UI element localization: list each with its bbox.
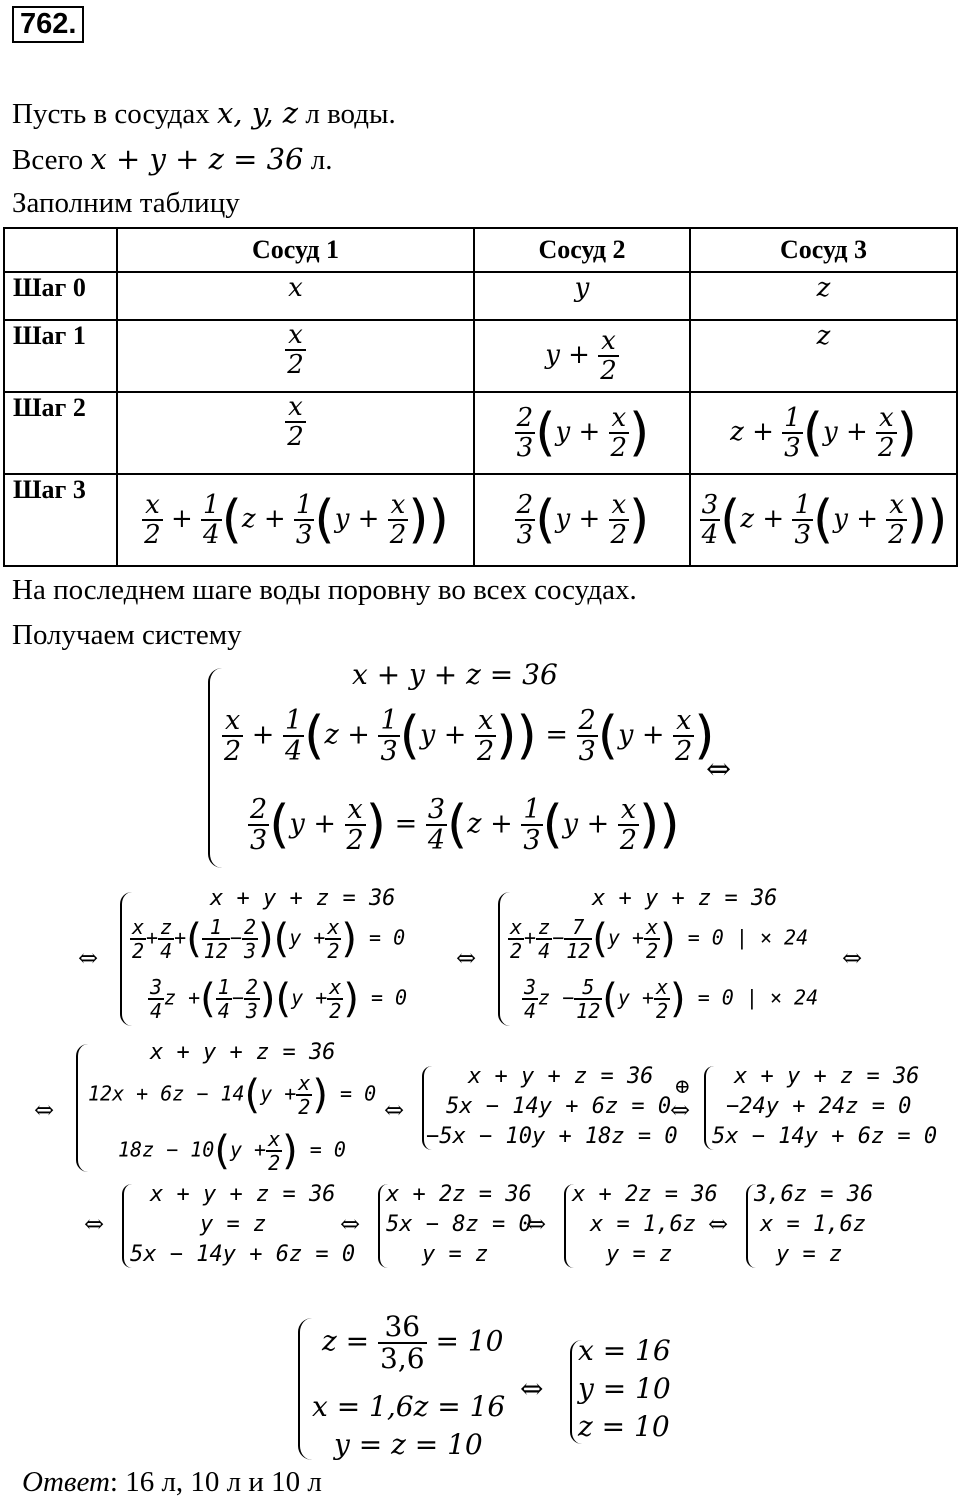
z-result: = 10 — [435, 1324, 504, 1358]
cell-step0-v1: x — [117, 272, 474, 320]
cell-step3-v1: $\frac{x}{2}$ + $\frac{1}{4}$ (z + $\frac{1}{3}$ (y + $\frac{x}{2}$ )) — [117, 474, 474, 566]
rowC-s2-eq3: y = z — [422, 1242, 489, 1267]
intro-text: Пусть в сосудах — [12, 98, 218, 130]
rowA-s1-eq2-rhs: = 0 — [369, 925, 406, 950]
cell-step2-v3: z + $\frac{1}{3}$ (y + $\frac{x}{2}$ ) — [690, 392, 957, 474]
equiv-symbol: ⇔ — [708, 1210, 729, 1238]
rowB-s2-eq2: 5x − 14y + 6z = 0 — [446, 1094, 672, 1119]
cell-step0-v3: z — [690, 272, 957, 320]
cell-step1-v3: z — [690, 320, 957, 392]
rowB-s3-eq2: −24y + 24z = 0 — [726, 1094, 912, 1119]
rowC-s1-eq3: 5x − 14y + 6z = 0 — [130, 1242, 356, 1267]
after-table-line-2: Получаем систему — [12, 619, 242, 651]
problem-number: 762. — [12, 6, 84, 43]
table-header-row — [4, 228, 957, 272]
rowA-s2-eq2: $\frac{x}{2}$ + $\frac{z}{4}$ − $\frac{7}{12}$ (y + $\frac{x}{2}$ ) = 0 | × 24 — [510, 915, 809, 963]
system1-eq3: $\frac{2}{3}$ (y + $\frac{x}{2}$ ) = $\frac{3}{4}$ (z + $\frac{1}{3}$ (y + $\frac{x}{2}$ )) — [250, 794, 680, 856]
intro-vars: x, y, z — [217, 96, 299, 130]
cell-step1-v1: $\frac{x}{2}$ — [117, 320, 474, 392]
equiv-symbol: ⇔ — [84, 1210, 105, 1238]
system1-eq2: $\frac{x}{2}$ + $\frac{1}{4}$ (z + $\frac{1}{3}$ (y + $\frac{x}{2}$ )) = $\frac{2}{3}$ (y + $\frac{x}{2}$ ) — [224, 705, 715, 767]
cell-step2-v1: $\frac{x}{2}$ — [117, 392, 474, 474]
cell-step1-v2: y + $\frac{x}{2}$ — [474, 320, 690, 392]
table-header-empty — [4, 228, 117, 272]
rowA-s2-eq1: x + y + z = 36 — [592, 886, 778, 911]
equiv-symbol: ⇔ — [706, 752, 732, 787]
intro-line-2 — [12, 142, 332, 177]
intro-line-1 — [12, 96, 396, 131]
rowC-s4-eq1: 3,6z = 36 — [754, 1182, 874, 1207]
rowB-s1-eq2-lhs: 12x + 6z − 14 — [88, 1081, 245, 1106]
system1-eq1: x + y + z = 36 — [352, 658, 558, 691]
table-header-vessel-3: Сосуд 3 — [690, 228, 957, 272]
row-label: Шаг 1 — [4, 320, 117, 392]
system-brace — [208, 668, 224, 868]
intro-text-suffix: л воды. — [298, 98, 396, 130]
rowC-s2-eq1: x + 2z = 36 — [386, 1182, 532, 1207]
rowB-s1-eq2: 12x + 6z − 14(y + $\frac{x}{2}$ ) = 0 — [88, 1071, 377, 1119]
row-label: Шаг 3 — [4, 474, 117, 566]
rowC-s4-eq3: y = z — [776, 1242, 843, 1267]
rowC-s3-eq2: x = 1,6z — [590, 1212, 696, 1237]
intro-text-suffix: л. — [303, 144, 333, 176]
result-x: x = 16 — [578, 1334, 671, 1367]
rowA-s1-eq3-rhs: = 0 — [370, 985, 408, 1010]
table-header-vessel-2: Сосуд 2 — [474, 228, 690, 272]
row-label: Шаг 0 — [4, 272, 117, 320]
equiv-symbol: ⇔ — [520, 1372, 544, 1405]
steps-table — [3, 227, 958, 567]
rowA-s2-eq3: $\frac{3}{4}$ z − $\frac{5}{12}$ (y + $\frac{x}{2}$ ) = 0 | × 24 — [524, 975, 819, 1023]
rowA-s1-eq2: $\frac{x}{2}$ + $\frac{z}{4}$ +( $\frac{1}{12}$ − $\frac{2}{3}$ )(y + $\frac{x}{2}$ ) = 0 — [132, 915, 406, 963]
z-denominator: 3,6 — [380, 1342, 425, 1375]
cell-step2-v2: $\frac{2}{3}$ (y + $\frac{x}{2}$ ) — [474, 392, 690, 474]
intro-line-3: Заполним таблицу — [12, 187, 240, 219]
result-z: z = 10 — [578, 1410, 670, 1443]
final-y-line: y = z = 10 — [334, 1428, 483, 1461]
equiv-symbol: ⇔ — [842, 944, 863, 972]
intro-text: Всего — [12, 144, 91, 176]
oplus-symbol: ⊕ — [674, 1074, 691, 1098]
after-table-line-1: На последнем шаге воды поровну во всех сосудах. — [12, 574, 637, 606]
result-y: y = 10 — [578, 1372, 671, 1405]
rowB-s1-eq3-lhs: 18z − 10 — [118, 1137, 215, 1162]
rowB-s2-eq1: x + y + z = 36 — [468, 1064, 654, 1089]
rowB-s3-eq1: x + y + z = 36 — [734, 1064, 920, 1089]
rowC-s3-eq3: y = z — [606, 1242, 673, 1267]
table-row — [4, 320, 957, 392]
equiv-symbol: ⇔ — [34, 1096, 55, 1124]
rowA-s2-eq3-rhs: = 0 | × 24 — [697, 985, 819, 1010]
equiv-symbol: ⇔ — [340, 1210, 361, 1238]
rowC-s2-eq2: 5x − 8z = 0 — [386, 1212, 532, 1237]
table-row — [4, 474, 957, 566]
final-z-line: z = $\frac{36}{3,6}$ = 10 — [322, 1310, 504, 1375]
row-label: Шаг 2 — [4, 392, 117, 474]
final-x-line: x = 1,6z = 16 — [312, 1390, 506, 1423]
rowB-s1-eq2-rhs: = 0 — [339, 1081, 377, 1106]
system-brace — [298, 1318, 314, 1460]
answer-line — [22, 1466, 322, 1499]
rowB-s2-eq3: −5x − 10y + 18z = 0 — [426, 1124, 678, 1149]
rowA-s1-eq1: x + y + z = 36 — [210, 886, 396, 911]
system-brace — [76, 1044, 88, 1172]
cell-step3-v3: $\frac{3}{4}$ (z + $\frac{1}{3}$ (y + $\frac{x}{2}$ )) — [690, 474, 957, 566]
equiv-symbol: ⇔ — [384, 1096, 405, 1124]
rowB-s1-eq3-rhs: = 0 — [309, 1137, 346, 1162]
answer-value: : 16 л, 10 л и 10 л — [109, 1466, 322, 1498]
table-row — [4, 392, 957, 474]
equiv-symbol: ⇔ — [456, 944, 477, 972]
equiv-symbol: ⇔ — [78, 944, 99, 972]
rowA-s1-eq3: $\frac{3}{4}$ z +( $\frac{1}{4}$ − $\frac{2}{3}$ )(y + $\frac{x}{2}$ ) = 0 — [150, 975, 408, 1023]
rowA-s2-eq2-rhs: = 0 | × 24 — [687, 925, 809, 950]
rowC-s4-eq2: x = 1,6z — [760, 1212, 866, 1237]
rowB-s1-eq1: x + y + z = 36 — [150, 1040, 336, 1065]
z-numerator: 36 — [378, 1312, 427, 1344]
cell-step0-v2: y — [474, 272, 690, 320]
answer-label: Ответ — [22, 1466, 110, 1498]
rowB-s1-eq3: 18z − 10(y + $\frac{x}{2}$ ) = 0 — [118, 1127, 346, 1175]
equiv-symbol: ⇔ — [670, 1096, 691, 1124]
rowC-s1-eq1: x + y + z = 36 — [150, 1182, 336, 1207]
table-row — [4, 272, 957, 320]
rowC-s1-eq2: y = z — [200, 1212, 267, 1237]
cell-step3-v2: $\frac{2}{3}$ (y + $\frac{x}{2}$ ) — [474, 474, 690, 566]
equiv-symbol: ⇔ — [526, 1210, 547, 1238]
table-header-vessel-1: Сосуд 1 — [117, 228, 474, 272]
rowC-s3-eq1: x + 2z = 36 — [572, 1182, 718, 1207]
rowB-s3-eq3: 5x − 14y + 6z = 0 — [712, 1124, 938, 1149]
sum-equation: x + y + z = 36 — [90, 142, 304, 176]
